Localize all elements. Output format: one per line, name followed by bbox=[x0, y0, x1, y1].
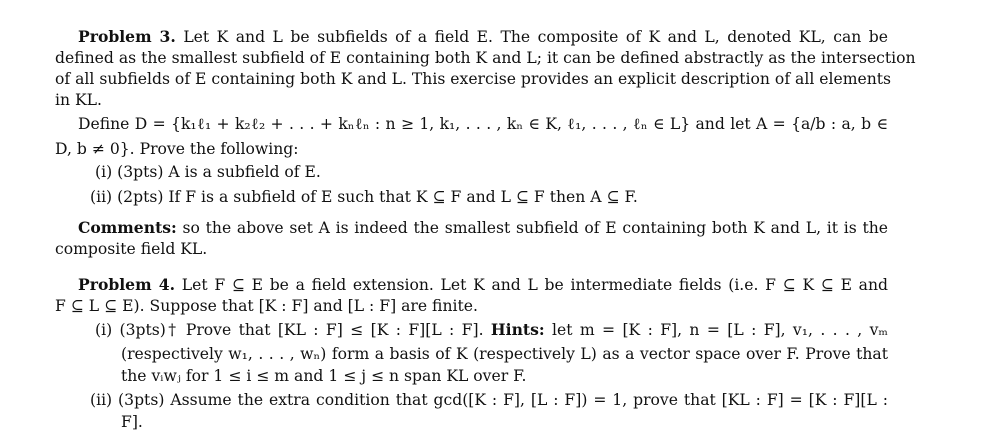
problem-4-text-2: F ⊆ L ⊆ E). Suppose that [K : F] and [L : F] are finite. bbox=[55, 297, 478, 315]
problem-4-part-i-hint: let m = [K : F], n = [L : F], v₁, . . . , vₘ bbox=[552, 321, 888, 339]
problem-4-line-2 bbox=[55, 296, 478, 316]
problem-3-text-6: D, b ≠ 0}. Prove the following: bbox=[55, 140, 299, 158]
problem-4-part-i-line-3 bbox=[121, 366, 526, 386]
problem-3-text-3: of all subfields of E containing both K and L. This exercise provides an explicit description of all elements bbox=[55, 70, 892, 88]
problem-4-part-i-text-2: (respectively w₁, . . . , wₙ) form a basis of K (respectively L) as a vector space over F. Prove that bbox=[121, 345, 888, 363]
problem-3-text-1: Let K and L be subfields of a field E. The composite of K and L, denoted KL, can be bbox=[183, 28, 888, 46]
problem-3-part-ii bbox=[90, 187, 638, 207]
problem-4-part-ii-line-1 bbox=[90, 390, 888, 410]
problem-3-line-1 bbox=[78, 27, 888, 47]
comments-text-2: composite field KL. bbox=[55, 240, 208, 258]
problem-3-label: Problem 3. bbox=[78, 27, 176, 46]
problem-4-part-ii-line-2 bbox=[121, 412, 143, 432]
comments-line-1 bbox=[78, 218, 888, 238]
comments-line-2 bbox=[55, 239, 207, 259]
problem-3-text-4: in KL. bbox=[55, 91, 102, 109]
problem-4-part-i-text-3: the vᵢwⱼ for 1 ≤ i ≤ m and 1 ≤ j ≤ n span KL over F. bbox=[121, 367, 527, 385]
problem-3-line-2 bbox=[55, 48, 916, 68]
problem-3-part-i-text: (i) (3pts) A is a subfield of E. bbox=[95, 163, 321, 181]
problem-4-part-i-text: (i) (3pts)† Prove that [KL : F] ≤ [K : F][L : F]. bbox=[95, 321, 484, 339]
problem-4-text-1: Let F ⊆ E be a field extension. Let K and L be intermediate fields (i.e. F ⊆ K ⊆ E and bbox=[181, 276, 888, 294]
problem-3-part-ii-text: (ii) (2pts) If F is a subfield of E such that K ⊆ F and L ⊆ F then A ⊆ F. bbox=[90, 188, 638, 206]
hints-label: Hints: bbox=[490, 320, 545, 339]
comments-text-1: so the above set A is indeed the smallest subfield of E containing both K and L, it is the bbox=[182, 219, 888, 237]
problem-3-define: Define D = {k₁ℓ₁ + k₂ℓ₂ + . . . + kₙℓₙ : n ≥ 1, k₁, . . . , kₙ ∈ K, ℓ₁, . . . , ℓₙ ∈ L} and let A = {a/b : a, b ∈ bbox=[78, 115, 888, 133]
problem-4-part-i-line-2 bbox=[121, 344, 888, 364]
problem-3-line-4 bbox=[55, 90, 102, 110]
problem-3-line-6 bbox=[55, 139, 299, 159]
comments-label: Comments: bbox=[78, 218, 177, 237]
problem-3-line-3 bbox=[55, 69, 892, 89]
problem-3-line-5 bbox=[78, 114, 888, 134]
problem-3-part-i bbox=[95, 162, 321, 182]
problem-3-text-2: defined as the smallest subfield of E containing both K and L; it can be defined abstractly as the intersection bbox=[55, 49, 916, 67]
problem-4-line-1 bbox=[78, 275, 888, 295]
problem-4-part-ii-text-2: F]. bbox=[121, 413, 143, 431]
problem-4-label: Problem 4. bbox=[78, 275, 176, 294]
problem-4-part-ii-text: (ii) (3pts) Assume the extra condition that gcd([K : F], [L : F]) = 1, prove that [KL : F] = [K : F][L : bbox=[90, 391, 888, 409]
problem-4-part-i-line-1 bbox=[95, 320, 888, 340]
